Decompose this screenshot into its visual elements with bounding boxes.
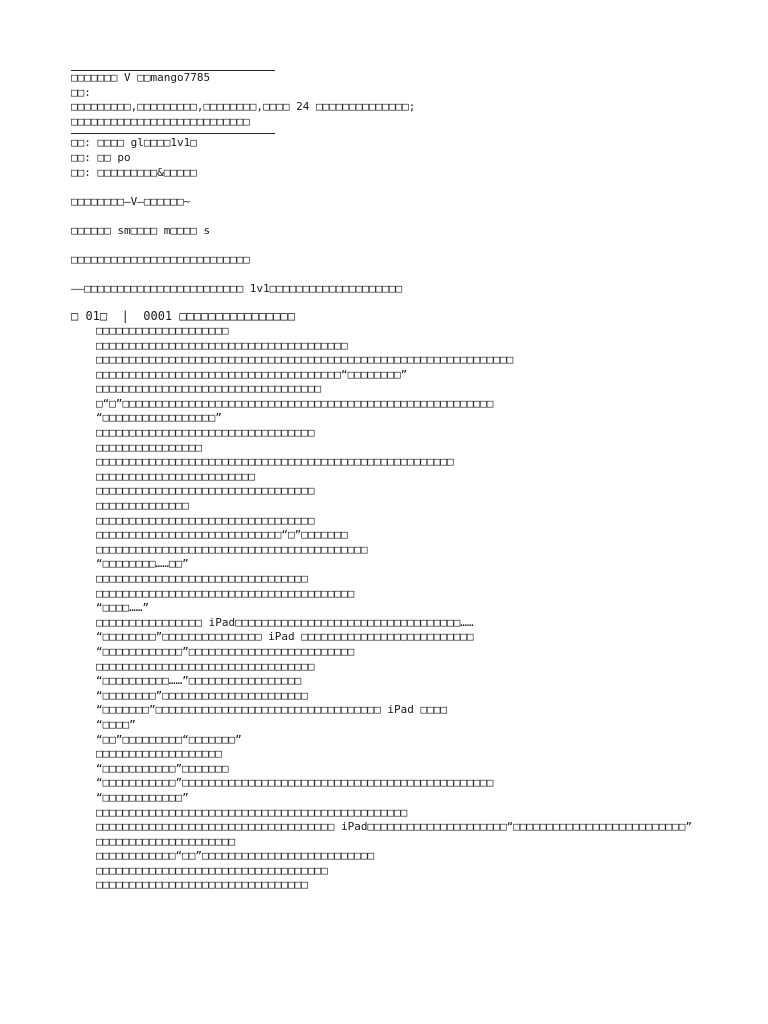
chapter-paragraph: □□□□□□□□□□□□□□□□□□□□□□□□□□□□“□”□□□□□□□	[96, 528, 348, 542]
chapter-paragraph: □□□□□□□□□□□□□□□□	[96, 440, 202, 454]
chapter-paragraph: □□□□□□□□□□□□□□□□□□□□□□□□□□□□□□□□□□□□□□	[96, 338, 348, 352]
chapter-paragraph: □□□□□□□□□□□□□□□□□□□□□□□□□□□□□□□□□	[96, 484, 315, 498]
chapter-paragraph: “□□□□□□□□”□□□□□□□□□□□□□□□ iPad □□□□□□□□□□□□□□□□□□□□□□□□□□	[96, 630, 474, 644]
chapter-paragraph: “□□□□□□□□□□□”□□□□□□□	[96, 761, 229, 775]
chapter-body	[71, 324, 731, 893]
chapter-paragraph: □□□□□□□□□□□□□□□□□□□□□□□□□□□□□□□□□□□□□□□□□□□□□□□	[96, 805, 408, 819]
spacer	[71, 239, 731, 254]
uploader-line: □□□□□□□ V □□mango7785	[71, 71, 211, 84]
chapter-paragraph: “□□□□”	[96, 717, 136, 731]
chapter-paragraph: □□□□□□□□□□□□□□□□□□□□□□□□□□□□□□□□□	[96, 513, 315, 527]
chapter-paragraph: □□□□□□□□□□□□□□□□□□□□□□□□□□□□□□□□□	[96, 426, 315, 440]
meta-line-2: □□: □□ po	[71, 150, 131, 164]
document-page	[71, 70, 731, 893]
chapter-paragraph: □□□□□□□□□□□□□□□□□□□□□□□□□□□□□□□□□□□□□“□□□□□□□□”	[96, 367, 408, 381]
chapter-paragraph: □□□□□□□□□□□□□□□□□□□□□□□□□□□□□□□□	[96, 878, 308, 892]
blurb-line-2: □□□□□□ sm□□□□ m□□□□ s	[71, 223, 211, 237]
meta-line-3: □□: □□□□□□□□□&□□□□□	[71, 165, 197, 179]
chapter-paragraph: □□□□□□□□□□□□□□□□□□□□□□□□□□□□□□□□□□□□□□□□□□□□□□□□□□□□□□□□□□□□□□□	[96, 353, 514, 367]
chapter-paragraph: “□□□□□□□□□□□”□□□□□□□□□□□□□□□□□□□□□□□□□□□□□□□□□□□□□□□□□□□□□□□	[96, 776, 494, 790]
chapter-paragraph: □□□□□□□□□□□□□□□□□□□□□□□□□□□□□□□□□□□□ iPad□□□□□□□□□□□□□□□□□□□□□“□□□□□□□□□□□□□□□□□□□□□□□□□□”	[96, 820, 693, 834]
spacer	[71, 209, 731, 224]
chapter-paragraph: “□□□□……”	[96, 601, 149, 615]
blurb-line-1: □□□□□□□□—V—□□□□□□~	[71, 194, 191, 208]
intro-text: □□□□□□□□□,□□□□□□□□□,□□□□□□□□,□□□□ 24 □□□□□□□□□□□□□□;	[71, 100, 416, 114]
chapter-paragraph: □□□□□□□□□□□□□□□□□□□□□□□□□□□□□□□□	[96, 572, 308, 585]
intro-text-2: □□□□□□□□□□□□□□□□□□□□□□□□□□□	[71, 114, 250, 128]
chapter-paragraph: “□□□□□□□□……□□”	[96, 557, 189, 571]
chapter-paragraph: □□□□□□□□□□□□□□	[96, 499, 189, 513]
chapter-paragraph: “□□□□□□□”□□□□□□□□□□□□□□□□□□□□□□□□□□□□□□□□□□ iPad □□□□	[96, 703, 447, 717]
spacer	[71, 268, 731, 283]
spacer	[71, 297, 731, 303]
chapter-paragraph: □□□□□□□□□□□□□□□□ iPad□□□□□□□□□□□□□□□□□□□□□□□□□□□□□□□□□□……	[96, 615, 474, 629]
chapter-paragraph: □□□□□□□□□□□□□□□□□□□□□□□□□□□□□□□□□□	[96, 382, 322, 396]
meta-line-1: □□: □□□□ gl□□□□1v1□	[71, 136, 197, 150]
chapter-paragraph: □□□□□□□□□□□□□□□□□□□□□□□□□□□□□□□□□□□	[96, 863, 328, 877]
chapter-paragraph: “□□□□□□□□□□□□□□□□□”	[96, 411, 222, 425]
chapter-heading: □ 01□ | 0001 □□□□□□□□□□□□□□□□	[71, 308, 295, 323]
chapter-paragraph: □□□□□□□□□□□□□□□□□□□□□□□□□□□□□□□□□	[96, 659, 315, 673]
middle-divider	[71, 133, 275, 134]
chapter-paragraph: “□□”□□□□□□□□□“□□□□□□□”	[96, 732, 242, 746]
chapter-paragraph: “□□□□□□□□□□□□”	[96, 790, 189, 804]
chapter-paragraph: □□□□□□□□□□□□□□□□□□□□□□□□□□□□□□□□□□□□□□□□□	[96, 542, 368, 556]
blurb-line-4: ——□□□□□□□□□□□□□□□□□□□□□□□□ 1v1□□□□□□□□□□□□□□□□□□□□	[71, 282, 403, 296]
chapter-paragraph: □□□□□□□□□□□□“□□”□□□□□□□□□□□□□□□□□□□□□□□□□□	[96, 849, 375, 863]
chapter-paragraph: “□□□□□□□□□□……”□□□□□□□□□□□□□□□□□	[96, 674, 302, 688]
chapter-paragraph: “□□□□□□□□□□□□”□□□□□□□□□□□□□□□□□□□□□□□□□	[96, 644, 355, 658]
chapter-paragraph: □□□□□□□□□□□□□□□□□□□□□	[96, 834, 236, 848]
spacer	[71, 180, 731, 195]
chapter-paragraph: “□□□□□□□□”□□□□□□□□□□□□□□□□□□□□□□	[96, 688, 308, 702]
chapter-paragraph: □□□□□□□□□□□□□□□□□□□□	[96, 323, 229, 337]
chapter-paragraph: □□□□□□□□□□□□□□□□□□□□□□□□□□□□□□□□□□□□□□□□□□□□□□□□□□□□□□	[96, 455, 454, 469]
intro-label: □□:	[71, 85, 91, 99]
chapter-paragraph: □□□□□□□□□□□□□□□□□□□□□□□□□□□□□□□□□□□□□□□	[96, 586, 355, 600]
blurb-line-3: □□□□□□□□□□□□□□□□□□□□□□□□□□□	[71, 253, 250, 267]
chapter-paragraph: □□□□□□□□□□□□□□□□□□□□□□□□	[96, 469, 255, 483]
chapter-paragraph: □“□”□□□□□□□□□□□□□□□□□□□□□□□□□□□□□□□□□□□□□□□□□□□□□□□□□□□□□□□□	[96, 396, 494, 410]
chapter-paragraph: □□□□□□□□□□□□□□□□□□□	[96, 747, 222, 761]
